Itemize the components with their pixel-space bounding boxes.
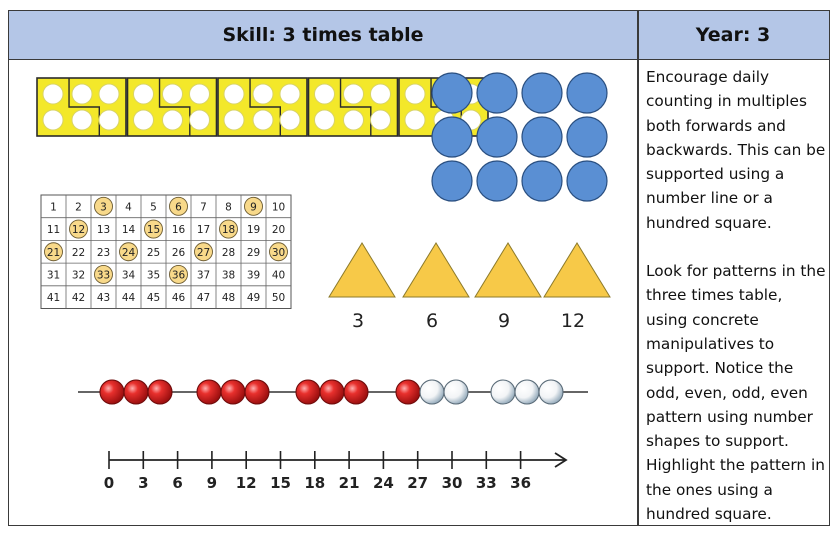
counter-array — [432, 73, 607, 201]
counter — [477, 161, 517, 201]
number-line-label: 36 — [510, 474, 532, 492]
shape-hole — [344, 84, 364, 104]
white-bead — [420, 380, 444, 404]
hundred-square-cell: 26 — [171, 246, 186, 259]
red-bead — [124, 380, 148, 404]
red-bead — [100, 380, 124, 404]
hundred-square-cell: 8 — [225, 201, 232, 214]
red-bead — [320, 380, 344, 404]
hundred-square-cell: 11 — [46, 224, 61, 237]
hundred-square-cell: 31 — [46, 269, 61, 282]
shape-hole — [253, 110, 273, 130]
counter — [567, 161, 607, 201]
hundred-square-cell: 12 — [71, 224, 86, 237]
white-bead — [491, 380, 515, 404]
hundred-square-cell: 7 — [200, 201, 207, 214]
triangle — [475, 243, 541, 297]
shape-hole — [371, 110, 391, 130]
triangle-label: 3 — [351, 310, 365, 332]
counter — [522, 117, 562, 157]
triangle-label: 9 — [497, 310, 511, 332]
hundred-square-cell: 27 — [196, 246, 211, 259]
shape-hole — [405, 110, 425, 130]
hundred-square-cell: 39 — [246, 269, 261, 282]
hundred-square-cell: 35 — [146, 269, 161, 282]
hundred-square-cell: 6 — [175, 201, 182, 214]
shape-hole — [99, 84, 119, 104]
shape-hole — [224, 110, 244, 130]
counter — [567, 117, 607, 157]
shape-hole — [134, 110, 154, 130]
triangle — [403, 243, 469, 297]
shape-hole — [253, 84, 273, 104]
triangle-groups — [329, 243, 610, 332]
hundred-square-cell: 49 — [246, 292, 261, 305]
shape-hole — [315, 84, 335, 104]
hundred-square-cell: 10 — [271, 201, 286, 214]
notes-paragraph-2: Look for patterns in the three times table, using concrete manipulatives to support. Notice the odd, even, odd, even pattern using number shapes to support. Highlight the pattern in the ones using a hundred square. — [646, 262, 826, 524]
hundred-square-cell: 15 — [146, 224, 161, 237]
shape-hole — [43, 110, 63, 130]
shape-hole — [190, 110, 210, 130]
triangle-label: 6 — [425, 310, 439, 332]
hundred-square-cell: 42 — [71, 292, 86, 305]
number-line-label: 3 — [138, 474, 149, 492]
white-bead — [539, 380, 563, 404]
red-bead — [296, 380, 320, 404]
number-line-label: 24 — [372, 474, 394, 492]
hundred-square-cell: 2 — [75, 201, 82, 214]
hundred-square-cell: 20 — [271, 224, 286, 237]
shape-hole — [72, 110, 92, 130]
number-line — [104, 451, 566, 492]
number-shape-3 — [128, 78, 217, 136]
number-line-label: 27 — [407, 474, 429, 492]
red-bead — [148, 380, 172, 404]
hundred-square-cell: 40 — [271, 269, 286, 282]
number-shape-3 — [218, 78, 307, 136]
hundred-square-cell: 34 — [121, 269, 136, 282]
hundred-square-cell: 14 — [121, 224, 136, 237]
hundred-square-cell: 44 — [121, 292, 136, 305]
hundred-square-cell: 47 — [196, 292, 211, 305]
counter — [477, 73, 517, 113]
hundred-square-cell: 29 — [246, 246, 261, 259]
hundred-square-cell: 1 — [50, 201, 57, 214]
triangle-label: 12 — [560, 310, 586, 332]
hundred-square-cell: 45 — [146, 292, 161, 305]
skill-title: Skill: 3 times table — [222, 24, 424, 46]
white-bead — [515, 380, 539, 404]
hundred-square-cell: 43 — [96, 292, 111, 305]
hundred-square-cell: 21 — [46, 246, 61, 259]
hundred-square-cell: 46 — [171, 292, 186, 305]
hundred-square-cell: 28 — [221, 246, 236, 259]
red-bead — [197, 380, 221, 404]
number-line-label: 21 — [338, 474, 360, 492]
hundred-square-cell: 38 — [221, 269, 236, 282]
hundred-square-cell: 30 — [271, 246, 286, 259]
shape-hole — [190, 84, 210, 104]
hundred-square-cell: 17 — [196, 224, 211, 237]
number-line-label: 0 — [103, 474, 115, 492]
triangle — [329, 243, 395, 297]
hundred-square-cell: 24 — [121, 246, 136, 259]
shape-hole — [99, 110, 119, 130]
hundred-square-cell: 37 — [196, 269, 211, 282]
hundred-square-cell: 16 — [171, 224, 186, 237]
shape-hole — [371, 84, 391, 104]
hundred-square-cell: 22 — [71, 246, 86, 259]
number-line-label: 18 — [304, 474, 326, 492]
shape-hole — [280, 84, 300, 104]
hundred-square-cell: 19 — [246, 224, 261, 237]
notes-paragraph-1: Encourage daily counting in multiples both forwards and backwards. This can be supported using a number line or a hundred square. — [646, 68, 826, 232]
shape-hole — [163, 84, 183, 104]
shape-hole — [315, 110, 335, 130]
red-bead — [221, 380, 245, 404]
red-bead — [344, 380, 368, 404]
hundred-square-cell: 48 — [221, 292, 236, 305]
hundred-square-cell: 33 — [96, 269, 111, 282]
hundred-square — [41, 195, 291, 309]
counter — [522, 73, 562, 113]
number-shape-3 — [309, 78, 398, 136]
hundred-square-cell: 18 — [221, 224, 236, 237]
shape-hole — [163, 110, 183, 130]
shape-hole — [344, 110, 364, 130]
shape-hole — [280, 110, 300, 130]
number-shape-3 — [37, 78, 126, 136]
counter — [567, 73, 607, 113]
number-line-label: 33 — [475, 474, 497, 492]
counter — [432, 73, 472, 113]
counter — [522, 161, 562, 201]
hundred-square-cell: 23 — [96, 246, 111, 259]
hundred-square-cell: 36 — [171, 269, 186, 282]
hundred-square-cell: 50 — [271, 292, 286, 305]
number-line-label: 12 — [235, 474, 257, 492]
number-line-label: 9 — [206, 474, 218, 492]
white-bead — [444, 380, 468, 404]
counter — [432, 161, 472, 201]
hundred-square-cell: 9 — [250, 201, 257, 214]
hundred-square-cell: 4 — [125, 201, 132, 214]
counter — [432, 117, 472, 157]
hundred-square-cell: 25 — [146, 246, 161, 259]
shape-hole — [224, 84, 244, 104]
number-line-label: 15 — [270, 474, 291, 492]
number-line-label: 30 — [441, 474, 463, 492]
hundred-square-cell: 41 — [46, 292, 61, 305]
number-shapes — [37, 78, 488, 136]
red-bead — [245, 380, 269, 404]
year-label: Year: 3 — [695, 24, 771, 46]
shape-hole — [405, 84, 425, 104]
hundred-square-cell: 3 — [100, 201, 107, 214]
shape-hole — [134, 84, 154, 104]
red-bead — [396, 380, 420, 404]
hundred-square-cell: 5 — [150, 201, 157, 214]
triangle — [544, 243, 610, 297]
bead-string — [78, 380, 588, 404]
shape-hole — [43, 84, 63, 104]
hundred-square-cell: 13 — [96, 224, 111, 237]
shape-hole — [72, 84, 92, 104]
counter — [477, 117, 517, 157]
hundred-square-cell: 32 — [71, 269, 86, 282]
number-line-label: 6 — [172, 474, 183, 492]
